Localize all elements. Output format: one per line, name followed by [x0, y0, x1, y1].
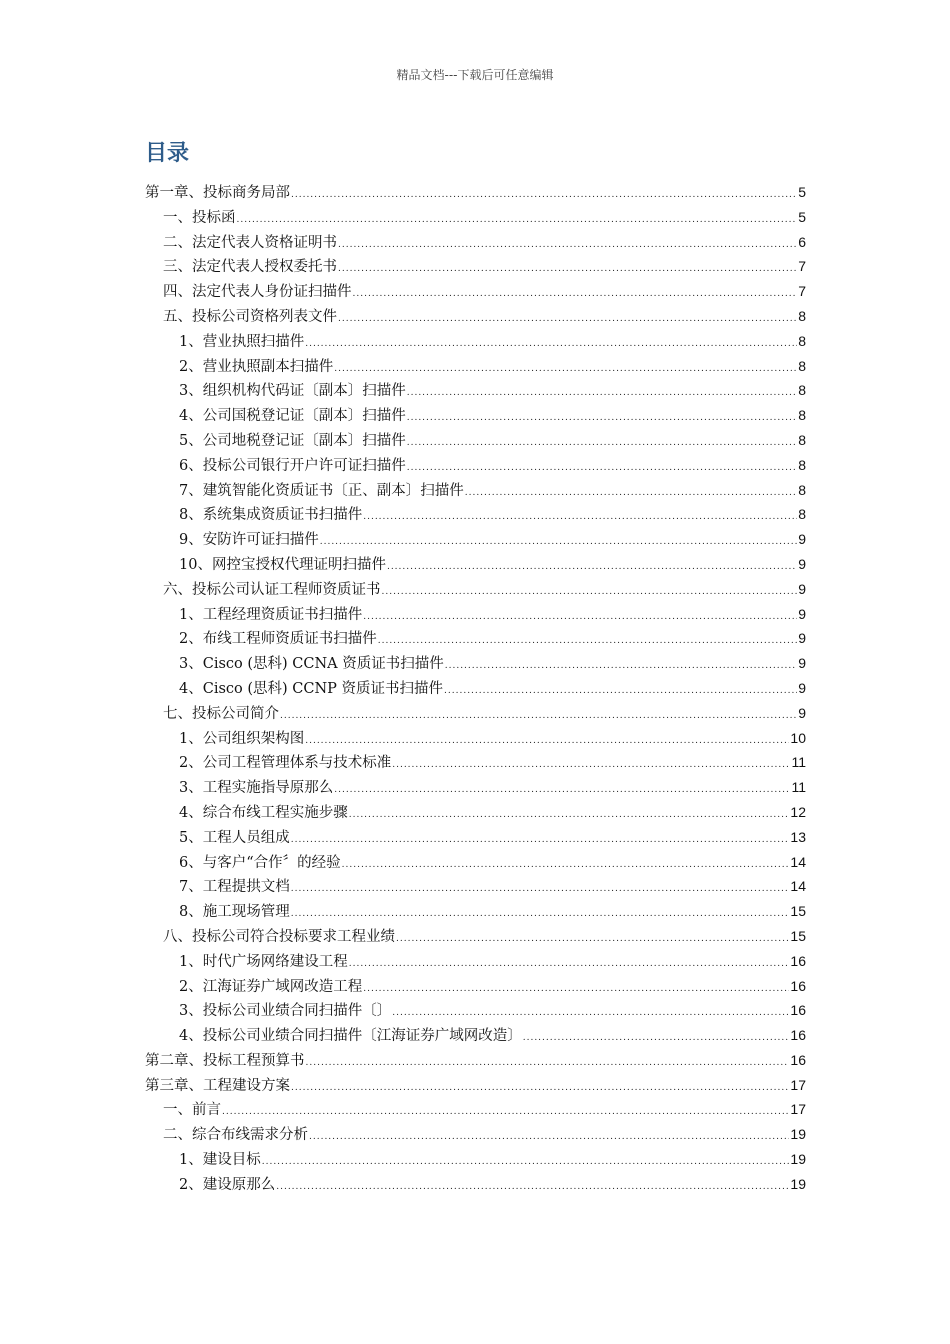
toc-dot-leader — [363, 505, 797, 530]
toc-dot-leader — [291, 877, 790, 902]
toc-entry-title: 8、施工现场管理 — [179, 904, 290, 921]
toc-page-number: 19 — [790, 1175, 806, 1192]
toc-entry-title: 6、投标公司银行开户许可证扫描件 — [179, 457, 406, 474]
toc-entry[interactable] — [145, 899, 806, 924]
toc-entry[interactable] — [145, 874, 806, 899]
toc-dot-leader — [392, 753, 790, 778]
toc-page-number: 8 — [798, 357, 806, 374]
toc-entry-title: 4、Cisco (思科) CCNP 资质证书扫描件 — [179, 680, 444, 697]
toc-page-number: 8 — [798, 481, 806, 498]
toc-page-number: 9 — [798, 605, 806, 622]
toc-dot-leader — [338, 257, 797, 282]
toc-entry[interactable] — [145, 1048, 806, 1073]
toc-entry-title: 4、公司国税登记证〔副本〕扫描件 — [179, 408, 406, 425]
toc-entry-title: 3、工程实施指导原那么 — [179, 780, 334, 797]
toc-entry-title: 10、网控宝授权代理证明扫描件 — [179, 556, 386, 573]
toc-dot-leader — [465, 481, 797, 506]
toc-entry-title: 3、组织机构代码证〔副本〕扫描件 — [179, 383, 406, 400]
toc-page-number: 16 — [790, 1002, 806, 1019]
toc-page-number: 7 — [798, 283, 806, 300]
toc-entry-title: 2、江海证券广域网改造工程 — [179, 978, 363, 995]
toc-page-number: 15 — [790, 903, 806, 920]
toc-page-number: 8 — [798, 506, 806, 523]
toc-entry[interactable] — [145, 974, 806, 999]
toc-page-number: 9 — [798, 630, 806, 647]
toc-entry-title: 1、工程经理资质证书扫描件 — [179, 606, 363, 623]
toc-entry[interactable] — [145, 825, 806, 850]
toc-page-number: 9 — [798, 531, 806, 548]
toc-page-number: 14 — [790, 878, 806, 895]
toc-dot-leader — [378, 629, 797, 654]
toc-page-number: 7 — [798, 258, 806, 275]
toc-entry-title: 第二章、投标工程预算书 — [145, 1052, 305, 1069]
toc-entry[interactable] — [145, 1023, 806, 1048]
toc-entry[interactable] — [145, 1122, 806, 1147]
toc-page-number: 9 — [798, 655, 806, 672]
toc-page-number: 11 — [791, 779, 806, 796]
toc-dot-leader — [338, 233, 797, 258]
page-header: 精品文档---下载后可任意编辑 — [396, 68, 554, 82]
toc-entry-title: 四、法定代表人身份证扫描件 — [163, 284, 352, 301]
toc-dot-leader — [407, 456, 797, 481]
toc-entry[interactable] — [145, 775, 806, 800]
toc-entry-title: 3、Cisco (思科) CCNA 资质证书扫描件 — [179, 656, 444, 673]
toc-entry[interactable] — [145, 676, 806, 701]
toc-entry-title: 8、系统集成资质证书扫描件 — [179, 507, 363, 524]
toc-page-number: 17 — [790, 1101, 806, 1118]
toc-entry[interactable] — [145, 453, 806, 478]
toc-dot-leader — [291, 183, 797, 208]
toc-entry[interactable] — [145, 924, 806, 949]
toc-entry-title: 7、工程提拱文档 — [179, 879, 290, 896]
toc-entry[interactable] — [145, 329, 806, 354]
toc-page-number: 19 — [790, 1126, 806, 1143]
toc-dot-leader — [363, 605, 797, 630]
toc-dot-leader — [407, 381, 797, 406]
toc-page-number: 6 — [798, 233, 806, 250]
toc-dot-leader — [222, 1100, 789, 1125]
toc-entry-title: 二、综合布线需求分析 — [163, 1127, 308, 1144]
toc-entry-title: 2、布线工程师资质证书扫描件 — [179, 631, 377, 648]
toc-entry-title: 1、营业执照扫描件 — [179, 333, 305, 350]
toc-entry[interactable] — [145, 998, 806, 1023]
toc-dot-leader — [334, 778, 790, 803]
toc-entry-title: 1、建设目标 — [179, 1152, 261, 1169]
toc-entry[interactable] — [145, 1147, 806, 1172]
toc-page-number: 5 — [798, 184, 806, 200]
toc-entry[interactable] — [145, 1097, 806, 1122]
toc-page-number: 9 — [798, 580, 806, 597]
toc-entry[interactable] — [145, 354, 806, 379]
toc-page-number: 17 — [790, 1076, 806, 1093]
toc-dot-leader — [353, 282, 798, 307]
toc-page-number: 15 — [790, 927, 806, 944]
toc-entry[interactable] — [145, 378, 806, 403]
toc-entry[interactable] — [145, 577, 806, 602]
toc-entry-title: 3、投标公司业绩合同扫描件〔〕 — [179, 1003, 392, 1020]
toc-entry[interactable] — [145, 949, 806, 974]
toc-dot-leader — [363, 977, 789, 1002]
toc-dot-leader — [309, 1125, 789, 1150]
toc-dot-leader — [349, 803, 790, 828]
toc-page-number: 19 — [790, 1151, 806, 1168]
toc-page-number: 16 — [790, 977, 806, 994]
toc-dot-leader — [280, 704, 797, 729]
toc-entry[interactable] — [145, 205, 806, 230]
toc-entry[interactable] — [145, 502, 806, 527]
toc-entry-title: 2、公司工程管理体系与技术标准 — [179, 755, 392, 772]
toc-dot-leader — [334, 357, 797, 382]
toc-dot-leader — [392, 1001, 789, 1026]
toc-entry-title: 2、营业执照副本扫描件 — [179, 358, 334, 375]
toc-entry[interactable] — [145, 254, 806, 279]
toc-entry-title: 6、与客户“合作〞的经验 — [179, 854, 341, 871]
toc-entry[interactable] — [145, 602, 806, 627]
toc-entry-title: 六、投标公司认证工程师资质证书 — [163, 581, 381, 598]
toc-page-number: 14 — [790, 853, 806, 870]
toc-page-number: 9 — [798, 704, 806, 721]
toc-dot-leader — [444, 679, 797, 704]
toc-entry[interactable] — [145, 552, 806, 577]
toc-entry-title: 七、投标公司简介 — [163, 705, 279, 722]
toc-dot-leader — [305, 729, 789, 754]
toc-page-number: 16 — [790, 952, 806, 969]
toc-entry-title: 二、法定代表人资格证明书 — [163, 234, 337, 251]
toc-dot-leader — [291, 1076, 789, 1101]
toc-entry-title: 5、公司地税登记证〔副本〕扫描件 — [179, 432, 406, 449]
toc-page-number: 8 — [798, 307, 806, 324]
toc-dot-leader — [237, 208, 798, 233]
toc-entry-title: 八、投标公司符合投标要求工程业绩 — [163, 928, 395, 945]
toc-page-number: 11 — [791, 754, 806, 771]
toc-entry[interactable] — [145, 1073, 806, 1098]
toc-page-number: 8 — [798, 332, 806, 349]
toc-dot-leader — [338, 307, 797, 332]
toc-entry-title: 9、安防许可证扫描件 — [179, 532, 319, 549]
toc-entry-title: 三、法定代表人授权委托书 — [163, 259, 337, 276]
toc-page-number: 16 — [790, 1027, 806, 1044]
toc-entry-title: 4、综合布线工程实施步骤 — [179, 804, 348, 821]
toc-entry[interactable] — [145, 230, 806, 255]
toc-entry[interactable] — [145, 726, 806, 751]
toc-entry-title: 五、投标公司资格列表文件 — [163, 308, 337, 325]
toc-page-number: 8 — [798, 431, 806, 448]
toc-entry[interactable] — [145, 180, 806, 205]
toc-dot-leader — [262, 1150, 790, 1175]
toc-dot-leader — [407, 431, 797, 456]
toc-dot-leader — [382, 580, 798, 605]
toc-entry-title: 4、投标公司业绩合同扫描件〔江海证券广域网改造〕 — [179, 1028, 522, 1045]
toc-dot-leader — [320, 530, 797, 555]
toc-entry[interactable] — [145, 527, 806, 552]
toc-dot-leader — [523, 1026, 790, 1051]
toc-entry[interactable] — [145, 750, 806, 775]
toc-entry-title: 一、投标函 — [163, 209, 236, 226]
toc-dot-leader — [291, 828, 790, 853]
toc-dot-leader — [349, 952, 790, 977]
toc-entry-title: 1、时代广场网络建设工程 — [179, 953, 348, 970]
toc-entry-title: 第三章、工程建设方案 — [145, 1077, 290, 1094]
toc-page-number: 8 — [798, 456, 806, 473]
toc-dot-leader — [276, 1175, 789, 1200]
toc-entry-title: 5、工程人员组成 — [179, 829, 290, 846]
toc-entry[interactable] — [145, 701, 806, 726]
toc-title: 目录 — [145, 141, 190, 166]
toc-dot-leader — [407, 406, 797, 431]
toc-entry[interactable] — [145, 428, 806, 453]
toc-page-number: 9 — [798, 679, 806, 696]
toc-entry[interactable] — [145, 800, 806, 825]
toc-entry[interactable] — [145, 626, 806, 651]
toc-page-number: 13 — [790, 828, 806, 845]
toc-entry-title: 1、公司组织架构图 — [179, 730, 305, 747]
toc-entry-title: 2、建设原那么 — [179, 1176, 276, 1193]
toc-page-number: 16 — [790, 1051, 806, 1068]
toc-page-number: 12 — [790, 803, 806, 820]
toc-page-number: 8 — [798, 407, 806, 424]
toc-entry[interactable] — [145, 1172, 806, 1197]
toc-dot-leader — [305, 332, 797, 357]
toc-entry[interactable] — [145, 651, 806, 676]
toc-page-number: 8 — [798, 382, 806, 399]
toc-dot-leader — [387, 555, 797, 580]
toc-entry[interactable] — [145, 850, 806, 875]
toc-entry-title: 7、建筑智能化资质证书〔正、副本〕扫描件 — [179, 482, 464, 499]
toc-dot-leader — [306, 1051, 790, 1076]
toc-page-number: 5 — [798, 208, 806, 225]
toc-entry[interactable] — [145, 478, 806, 503]
toc-entry[interactable] — [145, 304, 806, 329]
toc-dot-leader — [342, 853, 790, 878]
toc-dot-leader — [396, 927, 789, 952]
toc-dot-leader — [445, 654, 797, 679]
toc-entry[interactable] — [145, 403, 806, 428]
toc-page-number: 9 — [798, 555, 806, 572]
toc-page-number: 10 — [790, 729, 806, 746]
toc-entry-title: 第一章、投标商务局部 — [145, 185, 290, 201]
toc-entry-title: 一、前言 — [163, 1102, 221, 1119]
table-of-contents — [145, 180, 806, 1197]
toc-entry[interactable] — [145, 279, 806, 304]
toc-dot-leader — [291, 902, 790, 927]
